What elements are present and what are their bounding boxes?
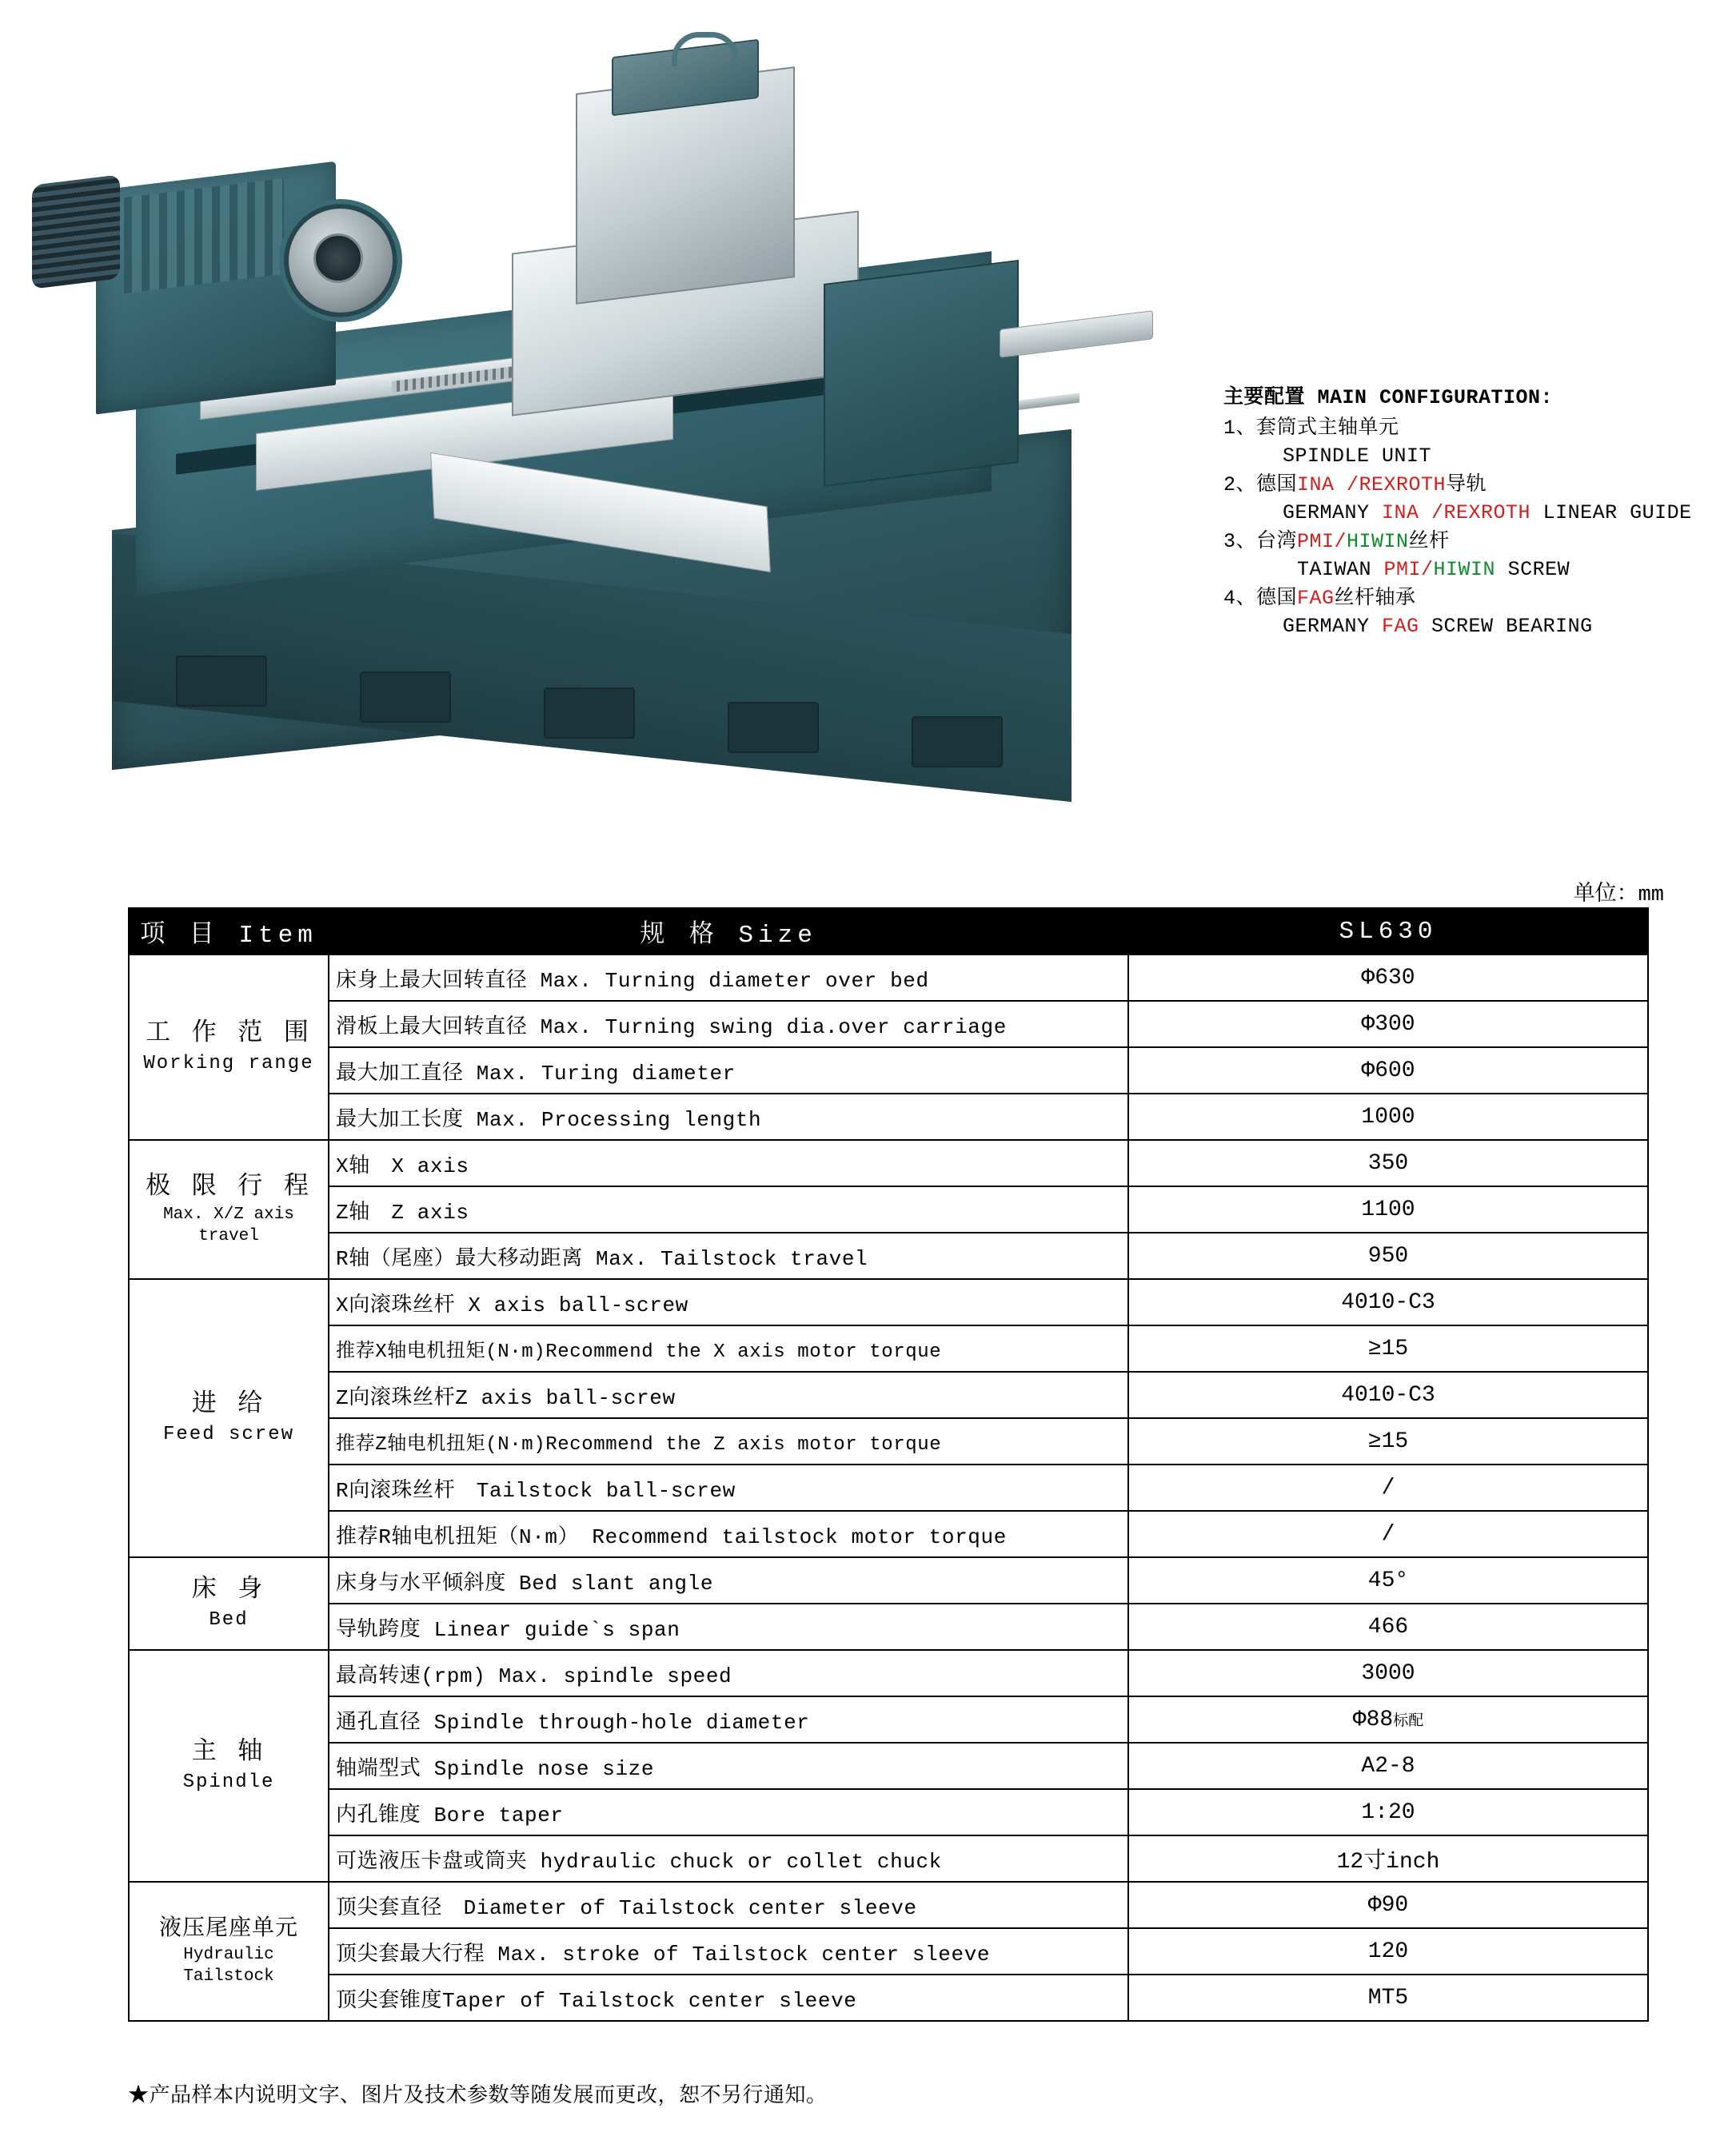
lifting-hook	[672, 32, 739, 66]
group-bed: 床 身 Bed	[129, 1557, 329, 1650]
base-foot	[544, 687, 635, 739]
spec-item: R向滚珠丝杆 Tailstock ball-screw	[329, 1465, 1128, 1511]
spec-value: Φ90	[1128, 1882, 1648, 1928]
table-row	[129, 1233, 1648, 1279]
table-row	[129, 1835, 1648, 1882]
table-row	[129, 1511, 1648, 1557]
spec-item: 通孔直径 Spindle through-hole diameter	[329, 1696, 1128, 1743]
headstock-fins	[124, 178, 284, 294]
group-working-range: 工 作 范 围 Working range	[129, 954, 329, 1140]
spec-value-note: 标配	[1393, 1712, 1424, 1730]
group-axis-travel: 极 限 行 程 Max. X/Z axis travel	[129, 1140, 329, 1279]
table-row	[129, 1140, 1648, 1186]
spec-value: Φ630	[1128, 954, 1648, 1001]
spec-item: 推荐X轴电机扭矩(N·m)Recommend the X axis motor torque	[329, 1325, 1128, 1372]
spec-item: 顶尖套最大行程 Max. stroke of Tailstock center sleeve	[329, 1928, 1128, 1975]
header-item: 项 目 Item	[129, 908, 329, 954]
config-item-3-cn: 3、台湾PMI/HIWIN丝杆	[1223, 529, 1450, 553]
spec-value: 4010-C3	[1128, 1372, 1648, 1418]
spec-item: Z向滚珠丝杆Z axis ball-screw	[329, 1372, 1128, 1418]
spec-value: /	[1128, 1511, 1648, 1557]
spec-item: 床身上最大回转直径 Max. Turning diameter over bed	[329, 954, 1128, 1001]
table-row	[129, 1465, 1648, 1511]
config-item-4-cn: 4、德国FAG丝杆轴承	[1223, 586, 1416, 610]
spec-value: 12寸inch	[1128, 1835, 1648, 1882]
spec-value: 1:20	[1128, 1789, 1648, 1835]
spec-value: 1000	[1128, 1094, 1648, 1140]
spec-value	[1128, 1696, 1648, 1743]
spec-item: 轴端型式 Spindle nose size	[329, 1743, 1128, 1789]
base-foot	[912, 716, 1003, 767]
cnc-lathe-illustration	[16, 32, 1215, 847]
spec-value-main: Φ88	[1352, 1707, 1394, 1732]
table-row	[129, 1975, 1648, 2021]
table-row	[129, 1418, 1648, 1465]
group-feed-screw: 进 给 Feed screw	[129, 1279, 329, 1557]
table-row	[129, 1094, 1648, 1140]
footnote: ★产品样本内说明文字、图片及技术参数等随发展而更改，恕不另行通知。	[128, 2082, 828, 2106]
config-item-2-cn: 2、德国INA /REXROTH导轨	[1223, 472, 1487, 496]
table-row	[129, 1557, 1648, 1604]
spec-value: 4010-C3	[1128, 1279, 1648, 1325]
table-row	[129, 1186, 1648, 1233]
main-configuration-title: 主要配置 MAIN CONFIGURATION:	[1223, 386, 1554, 409]
spec-value: A2-8	[1128, 1743, 1648, 1789]
table-row	[129, 1789, 1648, 1835]
spec-item: 最大加工直径 Max. Turing diameter	[329, 1047, 1128, 1094]
config-item-4-en: GERMANY FAG SCREW BEARING	[1283, 615, 1593, 638]
table-row	[129, 1279, 1648, 1325]
spec-value: ≥15	[1128, 1325, 1648, 1372]
spec-item: 最高转速(rpm) Max. spindle speed	[329, 1650, 1128, 1696]
table-row	[129, 1047, 1648, 1094]
spec-value: ≥15	[1128, 1418, 1648, 1465]
spec-value: MT5	[1128, 1975, 1648, 2021]
unit-note: 单位：mm	[1573, 883, 1664, 907]
spec-value: 466	[1128, 1604, 1648, 1650]
spec-value: 120	[1128, 1928, 1648, 1975]
base-foot	[728, 702, 819, 753]
table-row	[129, 1001, 1648, 1047]
spec-item: Z轴 Z axis	[329, 1186, 1128, 1233]
group-hydraulic-tailstock: 液压尾座单元 Hydraulic Tailstock	[129, 1882, 329, 2021]
specification-table	[128, 907, 1647, 2022]
spec-item: 推荐R轴电机扭矩（N·m） Recommend tailstock motor torque	[329, 1511, 1128, 1557]
config-item-1-en: SPINDLE UNIT	[1283, 444, 1432, 468]
spec-item: 顶尖套直径 Diameter of Tailstock center sleeve	[329, 1882, 1128, 1928]
table-header-row	[129, 908, 1648, 954]
spec-item: X向滚珠丝杆 X axis ball-screw	[329, 1279, 1128, 1325]
table-row	[129, 1650, 1648, 1696]
table-row	[129, 954, 1648, 1001]
table-row	[129, 1928, 1648, 1975]
spec-value: 45°	[1128, 1557, 1648, 1604]
spec-item: 内孔锥度 Bore taper	[329, 1789, 1128, 1835]
config-item-2-en: GERMANY INA /REXROTH LINEAR GUIDE	[1283, 501, 1692, 524]
base-foot	[360, 672, 451, 723]
table-row	[129, 1372, 1648, 1418]
config-item-1-cn: 1、套筒式主轴单元	[1223, 416, 1399, 440]
main-configuration-block	[1223, 384, 1703, 641]
spindle-motor	[32, 174, 120, 289]
table-row	[129, 1696, 1648, 1743]
spec-item: 最大加工长度 Max. Processing length	[329, 1094, 1128, 1140]
config-item-3-en: TAIWAN PMI/HIWIN SCREW	[1297, 558, 1570, 581]
spec-value: Φ300	[1128, 1001, 1648, 1047]
apron-housing	[824, 260, 1019, 487]
spec-value: 3000	[1128, 1650, 1648, 1696]
spec-item: 推荐Z轴电机扭矩(N·m)Recommend the Z axis motor torque	[329, 1418, 1128, 1465]
spec-value: /	[1128, 1465, 1648, 1511]
header-model: SL630	[1128, 908, 1648, 954]
spec-item: X轴 X axis	[329, 1140, 1128, 1186]
spec-value: 1100	[1128, 1186, 1648, 1233]
product-photo-area	[0, 0, 1728, 863]
table-row	[129, 1882, 1648, 1928]
table-row	[129, 1743, 1648, 1789]
spec-item: 滑板上最大回转直径 Max. Turning swing dia.over carriage	[329, 1001, 1128, 1047]
tailstock-sleeve	[1000, 310, 1153, 358]
spec-item: 可选液压卡盘或筒夹 hydraulic chuck or collet chuck	[329, 1835, 1128, 1882]
table-row	[129, 1325, 1648, 1372]
table-row	[129, 1604, 1648, 1650]
base-foot	[176, 656, 267, 707]
spec-item: 导轨跨度 Linear guide`s span	[329, 1604, 1128, 1650]
spec-value: 350	[1128, 1140, 1648, 1186]
spindle-bore	[313, 233, 363, 283]
spec-item: 床身与水平倾斜度 Bed slant angle	[329, 1557, 1128, 1604]
spec-item: R轴（尾座）最大移动距离 Max. Tailstock travel	[329, 1233, 1128, 1279]
spec-item: 顶尖套锥度Taper of Tailstock center sleeve	[329, 1975, 1128, 2021]
header-size: 规 格 Size	[329, 908, 1128, 954]
group-spindle: 主 轴 Spindle	[129, 1650, 329, 1882]
spec-value: Φ600	[1128, 1047, 1648, 1094]
spec-value: 950	[1128, 1233, 1648, 1279]
